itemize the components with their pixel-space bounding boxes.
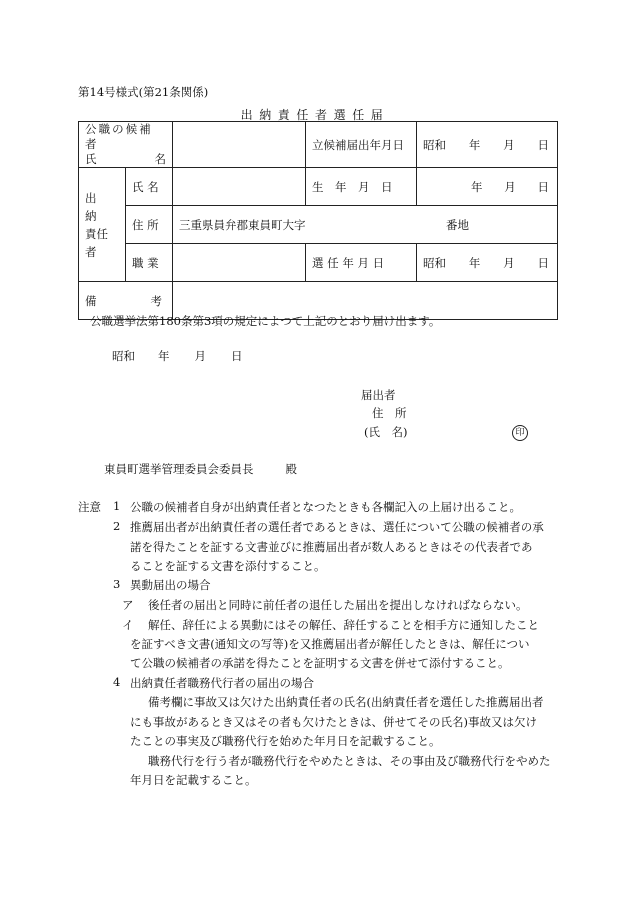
- note-3b-line3: て公職の候補者の承諾を得たことを証明する文書を併せて添付すること。: [130, 656, 510, 670]
- birth-month: 月: [504, 179, 516, 194]
- note-3b-line1: 解任、辞任による異動にはその解任、辞任することを相手方に通知したこと: [148, 618, 539, 632]
- occupation-field[interactable]: [173, 244, 306, 282]
- filer-address-label: 住 所: [372, 406, 407, 420]
- appointment-date-label: 選 任 年 月 日: [306, 244, 417, 282]
- filer-label: 届出者: [361, 388, 396, 402]
- table-row-candidate: [79, 122, 558, 168]
- date-year: 年: [158, 349, 170, 363]
- note-2-number: 2: [113, 519, 121, 533]
- form-number: 第14号様式(第21条関係): [78, 85, 209, 99]
- candidate-name-label-cell: [79, 122, 173, 168]
- filing-date-field[interactable]: [417, 122, 558, 168]
- note-1: 公職の候補者自身が出納責任者となつたときも各欄記入の上届け出ること。: [130, 500, 521, 514]
- note-3b-mark: イ: [122, 618, 134, 632]
- date-day: 日: [231, 349, 243, 363]
- appointment-day: 日: [537, 255, 549, 270]
- address-field[interactable]: [173, 206, 558, 244]
- note-3b-line2: を証すべき文書(通知文の写等)を又推薦届出者が解任したときは、解任につい: [130, 637, 530, 651]
- note-2-line3: ることを証する文書を添付すること。: [130, 559, 326, 573]
- birth-day: 日: [537, 179, 550, 194]
- note-1-number: 1: [113, 499, 121, 513]
- table-row-occupation: [79, 244, 558, 282]
- filing-date-label: 立候補届出年月日: [306, 122, 417, 168]
- note-3: 異動届出の場合: [130, 578, 211, 592]
- addressee-name: 東員町選挙管理委員会委員長: [104, 462, 254, 476]
- filing-year: 年: [468, 137, 481, 152]
- date-line: [112, 348, 243, 364]
- seal-icon: [512, 424, 528, 441]
- birth-date-field[interactable]: [417, 168, 558, 206]
- table-row-treasurer-name: [79, 168, 558, 206]
- filing-month: 月: [503, 137, 515, 152]
- address-value: 三重県員弁郡東員町大字: [179, 217, 306, 232]
- seal-mark: 印: [512, 425, 528, 441]
- address-label: 住 所: [126, 206, 173, 244]
- remarks-label-kou: 考: [150, 293, 163, 308]
- table-row-address: [79, 206, 558, 244]
- note-2-line2: 諾を得たことを証する文書並びに推薦届出者が数人あるときはその代表者であ: [130, 540, 533, 554]
- appointment-year: 年: [468, 255, 481, 270]
- page-title: 出納責任者選任届: [240, 108, 390, 122]
- candidate-label-mei: 名: [154, 152, 167, 166]
- addressee: [104, 461, 297, 477]
- treasurer-name-field[interactable]: [173, 168, 306, 206]
- banchi-label: 番地: [446, 217, 470, 232]
- note-4-para2-line1: 職務代行を行う者が職務代行をやめたときは、その事由及び職務代行をやめた: [148, 754, 551, 768]
- occupation-label: 職 業: [126, 244, 173, 282]
- birth-year: 年: [471, 179, 483, 194]
- date-month: 月: [194, 349, 206, 363]
- statement-text: 公職選挙法第180条第3項の規定によつて上記のとおり届け出ます。: [90, 314, 441, 328]
- filer-name-label: (氏 名): [364, 425, 408, 439]
- appointment-month: 月: [503, 255, 515, 270]
- registration-table: [78, 121, 558, 320]
- treasurer-label-line2: 責任者: [85, 226, 108, 259]
- note-4: 出納責任者職務代行者の届出の場合: [130, 676, 314, 690]
- date-era: 昭和: [112, 349, 135, 363]
- candidate-label-shi: 氏: [85, 152, 97, 166]
- appointment-era: 昭和: [423, 255, 447, 270]
- note-4-para1-line2: にも事故があるとき又はその者も欠けたときは、併せてその氏名)事故又は欠け: [130, 715, 537, 729]
- note-4-number: 4: [113, 675, 121, 689]
- treasurer-label-line1: 出 納: [85, 190, 108, 223]
- appointment-date-field[interactable]: [417, 244, 558, 282]
- birth-date-label: 生 年 月 日: [306, 168, 417, 206]
- addressee-honorific: 殿: [285, 462, 297, 476]
- filing-day: 日: [537, 137, 549, 152]
- note-3a-mark: ア: [122, 598, 134, 612]
- candidate-name-field[interactable]: [173, 122, 306, 168]
- treasurer-group-label: [79, 168, 126, 282]
- candidate-label-line1: 公職の候補者: [85, 122, 153, 151]
- name-label: 氏 名: [126, 168, 173, 206]
- note-3-number: 3: [113, 577, 121, 591]
- note-4-para2-line2: 年月日を記載すること。: [130, 773, 257, 787]
- filing-era: 昭和: [423, 137, 447, 152]
- note-4-para1-line1: 備考欄に事故又は欠けた出納責任者の氏名(出納責任者を選任した推薦届出者: [148, 695, 544, 709]
- note-2-line1: 推薦届出者が出納責任者の選任者であるときは、選任について公職の候補者の承: [130, 520, 544, 534]
- notes-heading: 注意: [78, 500, 101, 514]
- note-4-para1-line3: たことの事実及び職務代行を始めた年月日を記載すること。: [130, 734, 441, 748]
- note-3a: 後任者の届出と同時に前任者の退任した届出を提出しなければならない。: [148, 598, 528, 612]
- remarks-label-bi: 備: [85, 293, 97, 308]
